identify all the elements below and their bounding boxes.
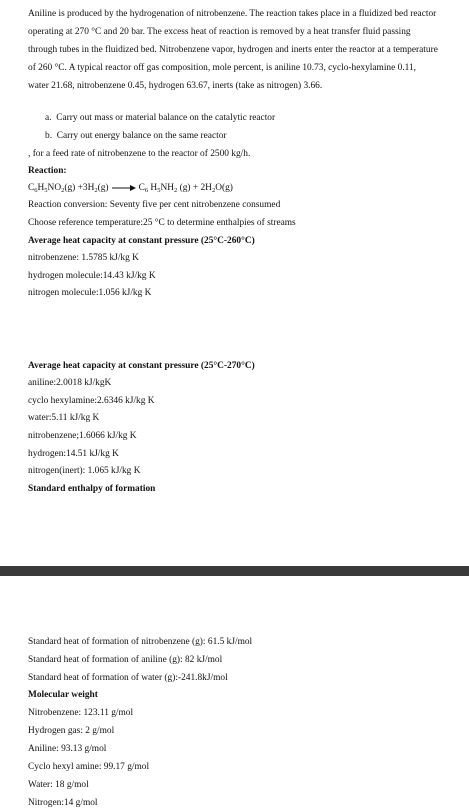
mw-item: Aniline: 93.13 g/mol: [28, 744, 107, 754]
cp-feed-heading: Average heat capacity at constant pressure (25°C-260°C): [28, 236, 255, 246]
feed-note: , for a feed rate of nitrobenzene to the reactor of 2500 kg/h.: [28, 149, 251, 159]
reaction-heading: Reaction:: [28, 166, 67, 176]
reaction-lhs: $C_6H_5NO_2(g) +3H_2(g)$: [28, 183, 109, 194]
cp-product-heading: Average heat capacity at constant pressure (25°C-270°C): [28, 361, 255, 371]
mw-item: Cyclo hexyl amine: 99.17 g/mol: [28, 762, 150, 772]
cp-feed-item: nitrobenzene: 1.5785 kJ/kg K: [28, 253, 139, 263]
formation-item: Standard heat of formation of nitrobenzene (g): 61.5 kJ/mol: [28, 637, 253, 647]
reaction-rhs: $C_6$ $H_5NH_2$ $(g) + 2H_2O(g)$: [138, 183, 233, 194]
mw-item: Water: 18 g/mol: [28, 780, 89, 790]
intro-paragraph: Aniline is produced by the hydrogenation of nitrobenzene. The reaction takes place in a fluidized bed reactor operating at 270 °C and 20 bar. The excess heat of reaction is removed by a heat transfer fluid passing through tubes in the fluidized bed. Nitrobenzene vapor, hydrogen and inerts enter the reactor at a temperature of 260 °C. A typical reactor off gas composition, mole percent, is aniline 10.73, cyclo-hexylamine 0.11, water 21.68, nitrobenzene 0.45, hydrogen 63.67, inerts (take as nitrogen) 3.66.: [28, 9, 438, 91]
cp-feed-item: nitrogen molecule:1.056 kJ/kg K: [28, 288, 152, 298]
cp-product-item: cyclo hexylamine:2.6346 kJ/kg K: [28, 396, 155, 406]
cp-feed-item: hydrogen molecule:14.43 kJ/kg K: [28, 271, 156, 281]
cp-product-item: aniline:2.0018 kJ/kgK: [28, 378, 112, 388]
mw-item: Hydrogen gas: 2 g/mol: [28, 726, 115, 736]
mw-heading: Molecular weight: [28, 690, 98, 700]
formation-item: Standard heat of formation of water (g):-241.8kJ/mol: [28, 673, 228, 683]
reaction-arrow-icon: [112, 184, 136, 192]
task-a: a. Carry out mass or material balance on the catalytic reactor: [45, 113, 276, 123]
reference-temperature: Choose reference temperature:25 °C to determine enthalpies of streams: [28, 218, 296, 228]
mw-item: Nitrobenzene: 123.11 g/mol: [28, 708, 134, 718]
cp-product-item: water:5.11 kJ/kg K: [28, 413, 100, 423]
formation-item: Standard heat of formation of aniline (g): 82 kJ/mol: [28, 655, 223, 665]
cp-product-item: nitrogen(inert): 1.065 kJ/kg K: [28, 466, 141, 476]
cp-product-item: hydrogen:14.51 kJ/kg K: [28, 449, 119, 459]
mw-item: Nitrogen:14 g/mol: [28, 798, 98, 808]
formation-heading: Standard enthalpy of formation: [28, 484, 156, 494]
cp-product-item: nitrobenzene;1.6066 kJ/kg K: [28, 431, 137, 441]
page-divider: [0, 566, 469, 576]
reaction-equation: [28, 182, 233, 194]
document-page-2: [0, 576, 469, 812]
task-b: b. Carry out energy balance on the same reactor: [45, 131, 227, 141]
reaction-conversion: Reaction conversion: Seventy five per cent nitrobenzene consumed: [28, 200, 281, 210]
